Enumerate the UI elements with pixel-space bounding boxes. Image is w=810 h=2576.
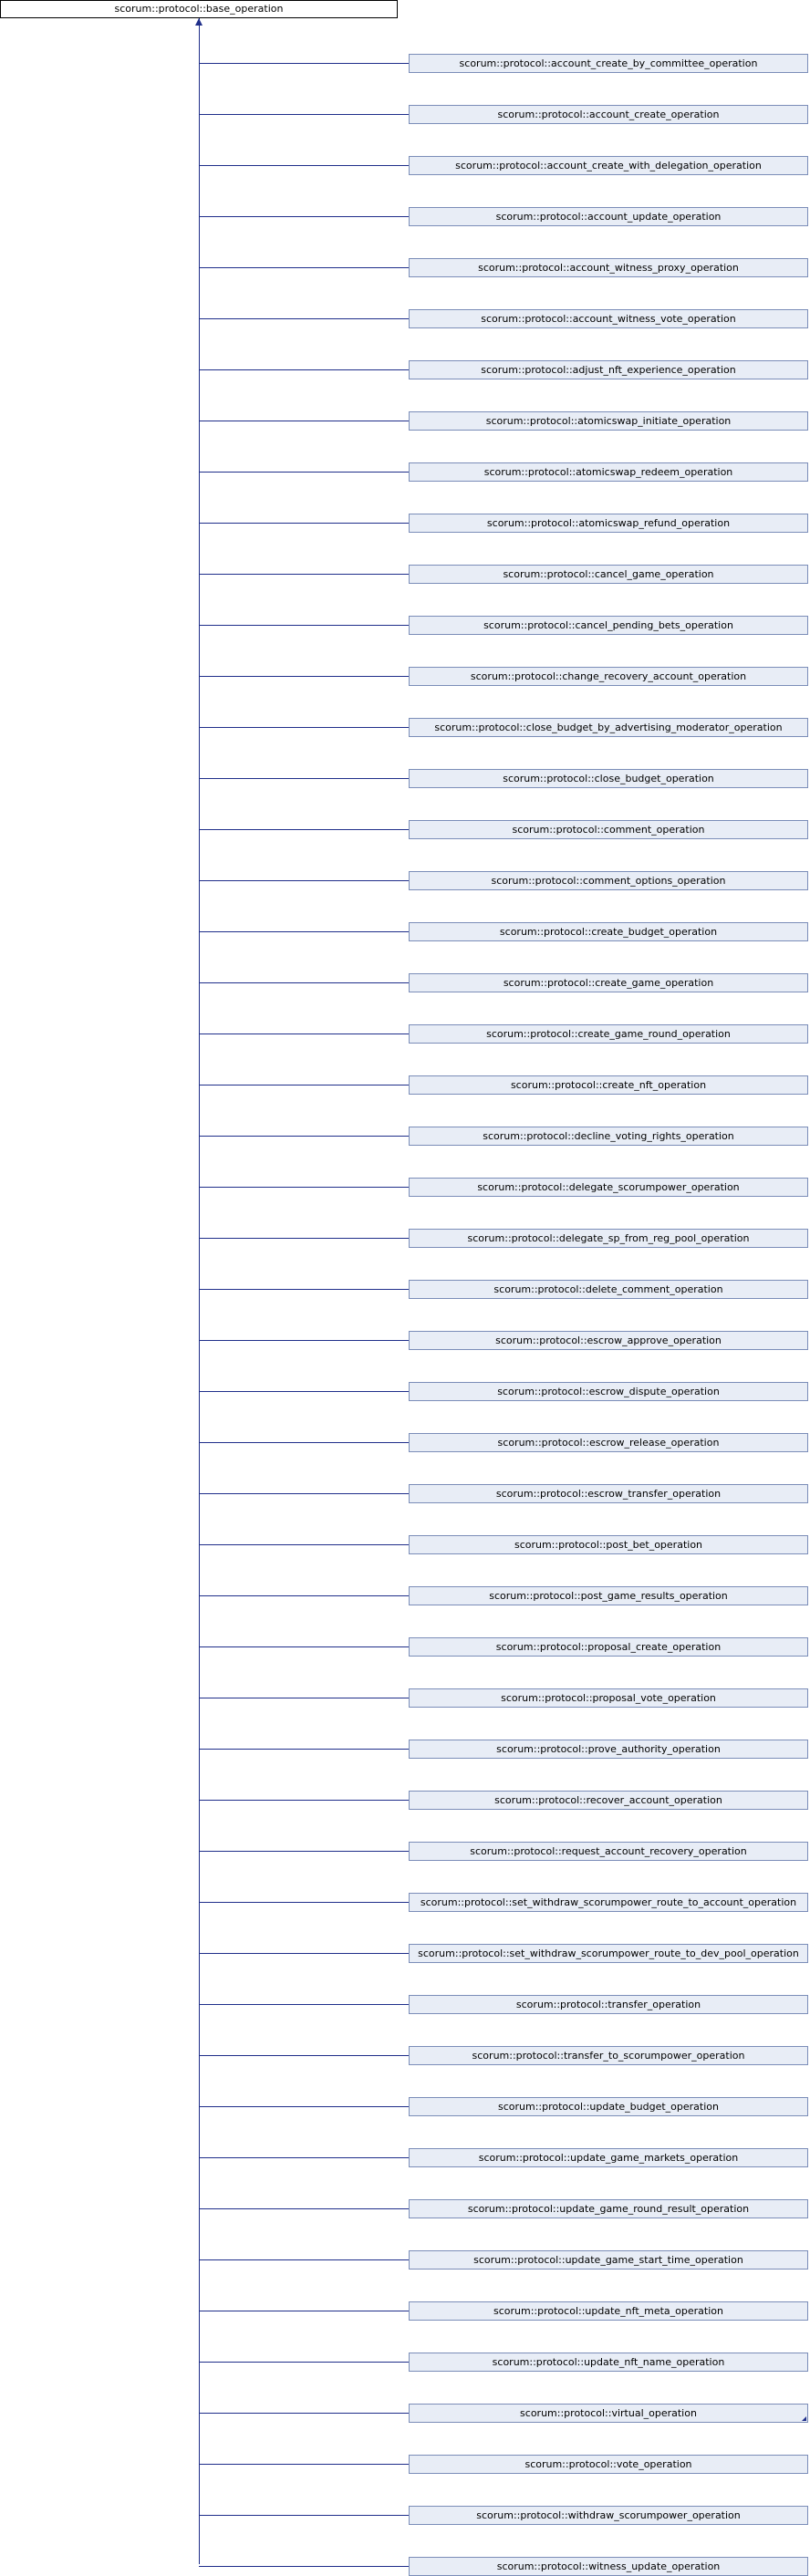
derived-class-node[interactable]: scorum::protocol::account_update_operation <box>409 207 808 226</box>
inheritance-branch-line <box>199 165 409 166</box>
derived-class-node[interactable]: scorum::protocol::cancel_pending_bets_operation <box>409 616 808 635</box>
inheritance-trunk-line <box>199 18 200 2564</box>
inheritance-branch-line <box>199 574 409 575</box>
derived-class-node[interactable]: scorum::protocol::request_account_recovery_operation <box>409 1842 808 1861</box>
derived-class-node[interactable]: scorum::protocol::prove_authority_operation <box>409 1740 808 1759</box>
derived-class-node[interactable]: scorum::protocol::delegate_scorumpower_operation <box>409 1178 808 1197</box>
inheritance-branch-line <box>199 982 409 983</box>
inheritance-branch-line <box>199 931 409 932</box>
base-class-node[interactable]: scorum::protocol::base_operation <box>0 0 398 18</box>
derived-class-node[interactable]: scorum::protocol::comment_options_operation <box>409 871 808 890</box>
inheritance-branch-line <box>199 880 409 881</box>
derived-class-node[interactable]: scorum::protocol::atomicswap_redeem_operation <box>409 462 808 482</box>
inheritance-branch-line <box>199 1391 409 1392</box>
derived-class-node[interactable]: scorum::protocol::withdraw_scorumpower_operation <box>409 2506 808 2525</box>
derived-class-node[interactable]: scorum::protocol::recover_account_operation <box>409 1791 808 1810</box>
derived-class-node[interactable]: scorum::protocol::close_budget_by_advertising_moderator_operation <box>409 718 808 737</box>
more-derived-corner-icon <box>802 2416 806 2421</box>
inheritance-arrow-icon <box>195 18 202 26</box>
inheritance-branch-line <box>199 2208 409 2209</box>
derived-class-node[interactable]: scorum::protocol::update_nft_name_operation <box>409 2353 808 2372</box>
inheritance-branch-line <box>199 1493 409 1494</box>
derived-class-node[interactable]: scorum::protocol::account_witness_proxy_operation <box>409 258 808 277</box>
inheritance-branch-line <box>199 369 409 370</box>
inheritance-branch-line <box>199 267 409 268</box>
inheritance-branch-line <box>199 2413 409 2414</box>
inheritance-branch-line <box>199 829 409 830</box>
inheritance-branch-line <box>199 1749 409 1750</box>
inheritance-branch-line <box>199 2515 409 2516</box>
inheritance-branch-line <box>199 1800 409 1801</box>
inheritance-branch-line <box>199 2055 409 2056</box>
derived-class-node[interactable]: scorum::protocol::create_game_round_operation <box>409 1024 808 1044</box>
inheritance-branch-line <box>199 1289 409 1290</box>
inheritance-branch-line <box>199 1851 409 1852</box>
derived-class-node[interactable]: scorum::protocol::account_witness_vote_operation <box>409 309 808 328</box>
inheritance-branch-line <box>199 1136 409 1137</box>
derived-class-node[interactable]: scorum::protocol::update_game_markets_operation <box>409 2148 808 2167</box>
derived-class-node[interactable]: scorum::protocol::delete_comment_operation <box>409 1280 808 1299</box>
inheritance-branch-line <box>199 63 409 64</box>
inheritance-branch-line <box>199 1646 409 1647</box>
derived-class-node[interactable]: scorum::protocol::account_create_with_delegation_operation <box>409 156 808 175</box>
inheritance-branch-line <box>199 318 409 319</box>
derived-class-node[interactable]: scorum::protocol::escrow_approve_operation <box>409 1331 808 1350</box>
derived-class-node[interactable]: scorum::protocol::update_budget_operation <box>409 2097 808 2116</box>
inheritance-branch-line <box>199 1544 409 1545</box>
inheritance-branch-line <box>199 114 409 115</box>
inheritance-branch-line <box>199 1595 409 1596</box>
derived-class-node[interactable]: scorum::protocol::set_withdraw_scorumpower_route_to_dev_pool_operation <box>409 1944 808 1963</box>
derived-class-node[interactable]: scorum::protocol::adjust_nft_experience_operation <box>409 360 808 379</box>
derived-class-node[interactable]: scorum::protocol::create_budget_operation <box>409 922 808 941</box>
derived-class-node[interactable]: scorum::protocol::delegate_sp_from_reg_pool_operation <box>409 1229 808 1248</box>
inheritance-branch-line <box>199 778 409 779</box>
inheritance-branch-line <box>199 2464 409 2465</box>
derived-class-node[interactable]: scorum::protocol::atomicswap_refund_operation <box>409 514 808 533</box>
inheritance-branch-line <box>199 2157 409 2158</box>
derived-class-node[interactable]: scorum::protocol::proposal_create_operation <box>409 1637 808 1657</box>
derived-class-node[interactable]: scorum::protocol::set_withdraw_scorumpower_route_to_account_operation <box>409 1893 808 1912</box>
derived-class-node[interactable]: scorum::protocol::transfer_operation <box>409 1995 808 2014</box>
derived-class-node[interactable]: scorum::protocol::post_bet_operation <box>409 1535 808 1554</box>
derived-class-node[interactable]: scorum::protocol::update_nft_meta_operation <box>409 2301 808 2321</box>
inheritance-branch-line <box>199 216 409 217</box>
derived-class-node[interactable]: scorum::protocol::update_game_start_time_operation <box>409 2250 808 2270</box>
inheritance-branch-line <box>199 1187 409 1188</box>
derived-class-node[interactable]: scorum::protocol::atomicswap_initiate_operation <box>409 411 808 431</box>
inheritance-branch-line <box>199 1953 409 1954</box>
inheritance-branch-line <box>199 625 409 626</box>
derived-class-node[interactable]: scorum::protocol::create_game_operation <box>409 973 808 992</box>
inheritance-branch-line <box>199 1238 409 1239</box>
inheritance-branch-line <box>199 1902 409 1903</box>
inheritance-branch-line <box>199 1340 409 1341</box>
derived-class-node[interactable]: scorum::protocol::cancel_game_operation <box>409 565 808 584</box>
derived-class-node[interactable]: scorum::protocol::account_create_by_committee_operation <box>409 54 808 73</box>
derived-class-node[interactable]: scorum::protocol::vote_operation <box>409 2455 808 2474</box>
derived-class-node[interactable]: scorum::protocol::decline_voting_rights_operation <box>409 1127 808 1146</box>
derived-class-node[interactable]: scorum::protocol::update_game_round_result_operation <box>409 2199 808 2218</box>
derived-class-node[interactable]: scorum::protocol::change_recovery_account_operation <box>409 667 808 686</box>
derived-class-node[interactable]: scorum::protocol::proposal_vote_operation <box>409 1688 808 1708</box>
inheritance-branch-line <box>199 523 409 524</box>
derived-class-node[interactable]: scorum::protocol::account_create_operation <box>409 105 808 124</box>
derived-class-node[interactable]: scorum::protocol::escrow_transfer_operation <box>409 1484 808 1503</box>
inheritance-branch-line <box>199 2362 409 2363</box>
derived-class-node[interactable]: scorum::protocol::create_nft_operation <box>409 1075 808 1095</box>
inheritance-branch-line <box>199 2566 409 2567</box>
derived-class-node[interactable]: scorum::protocol::witness_update_operation <box>409 2557 808 2576</box>
inheritance-branch-line <box>199 472 409 473</box>
inheritance-branch-line <box>199 727 409 728</box>
inheritance-branch-line <box>199 2259 409 2260</box>
derived-class-node[interactable]: scorum::protocol::escrow_release_operation <box>409 1433 808 1452</box>
inheritance-branch-line <box>199 1442 409 1443</box>
inheritance-branch-line <box>199 676 409 677</box>
inheritance-branch-line <box>199 2106 409 2107</box>
derived-class-node[interactable]: scorum::protocol::transfer_to_scorumpower_operation <box>409 2046 808 2065</box>
derived-class-node[interactable]: scorum::protocol::escrow_dispute_operation <box>409 1382 808 1401</box>
derived-class-node[interactable]: scorum::protocol::comment_operation <box>409 820 808 839</box>
inheritance-branch-line <box>199 2004 409 2005</box>
derived-class-node[interactable]: scorum::protocol::post_game_results_operation <box>409 1586 808 1605</box>
derived-class-node[interactable]: scorum::protocol::close_budget_operation <box>409 769 808 788</box>
derived-class-node[interactable]: scorum::protocol::virtual_operation <box>409 2404 808 2423</box>
